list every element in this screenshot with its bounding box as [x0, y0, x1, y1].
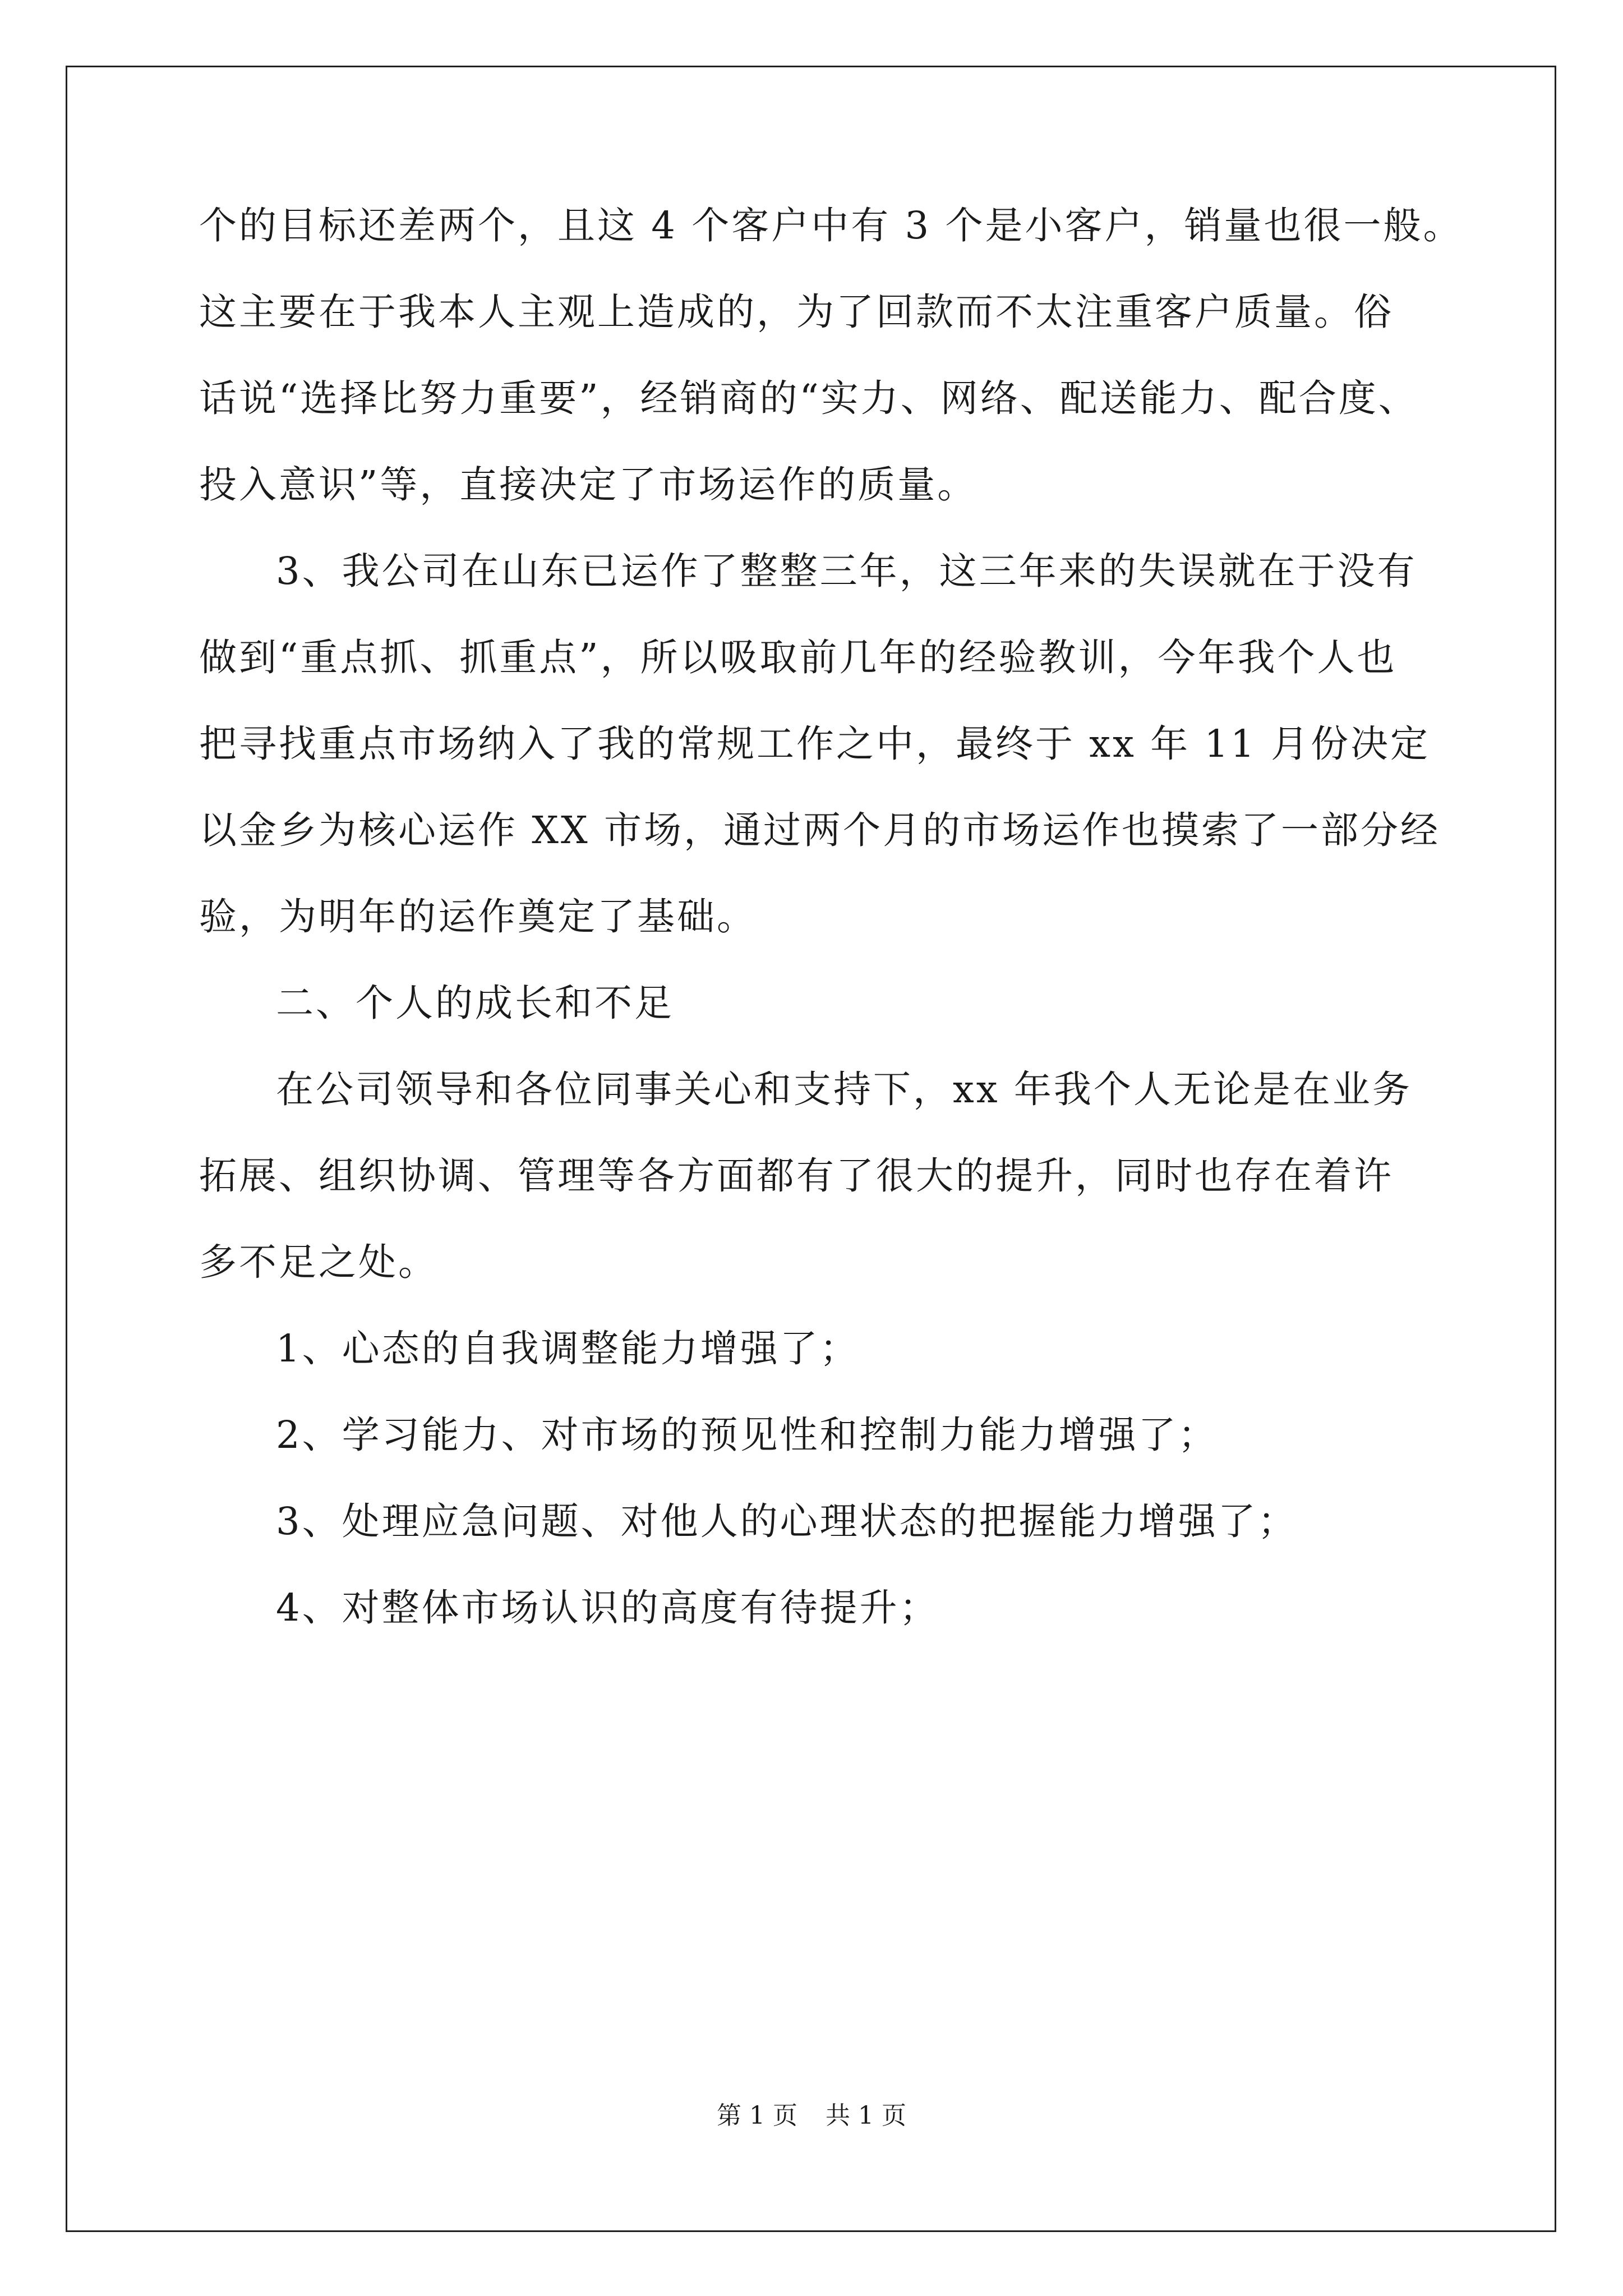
list-item: 2、学习能力、对市场的预见性和控制力能力增强了； — [276, 1413, 1218, 1457]
page-number-current: 第 1 页 — [717, 2101, 797, 2130]
text-line: 做到“重点抓、抓重点”，所以吸取前几年的经验教训，今年我个人也 — [199, 636, 1397, 679]
text-line: 验，为明年的运作奠定了基础。 — [199, 895, 757, 938]
text-line: 把寻找重点市场纳入了我的常规工作之中，最终于 xx 年 11 月份决定 — [199, 722, 1431, 766]
text-line: 话说“选择比努力重要”，经销商的“实力、网络、配送能力、配合度、 — [199, 376, 1418, 420]
list-item: 4、对整体市场认识的高度有待提升； — [276, 1586, 939, 1630]
text-line: 3、我公司在山东已运作了整整三年，这三年来的失误就在于没有 — [276, 549, 1417, 593]
page-number-total: 共 1 页 — [826, 2101, 906, 2130]
document-body — [199, 182, 1486, 1651]
text-line: 个的目标还差两个，且这 4 个客户中有 3 个是小客户，销量也很一般。 — [199, 204, 1463, 247]
text-line: 这主要在于我本人主观上造成的，为了回款而不太注重客户质量。俗 — [199, 290, 1394, 334]
list-item: 3、处理应急问题、对他人的心理状态的把握能力增强了； — [276, 1499, 1298, 1543]
text-line: 多不足之处。 — [199, 1240, 438, 1284]
text-line: 以金乡为核心运作 XX 市场，通过两个月的市场运作也摸索了一部分经 — [199, 808, 1440, 852]
page-footer — [0, 2095, 1623, 2131]
list-item: 1、心态的自我调整能力增强了； — [276, 1327, 860, 1370]
text-line: 投入意识”等，直接决定了市场运作的质量。 — [199, 463, 978, 507]
section-heading: 二、个人的成长和不足 — [276, 981, 674, 1025]
text-line: 在公司领导和各位同事关心和支持下，xx 年我个人无论是在业务 — [276, 1068, 1412, 1111]
text-line: 拓展、组织协调、管理等各方面都有了很大的提升，同时也存在着许 — [199, 1154, 1394, 1198]
